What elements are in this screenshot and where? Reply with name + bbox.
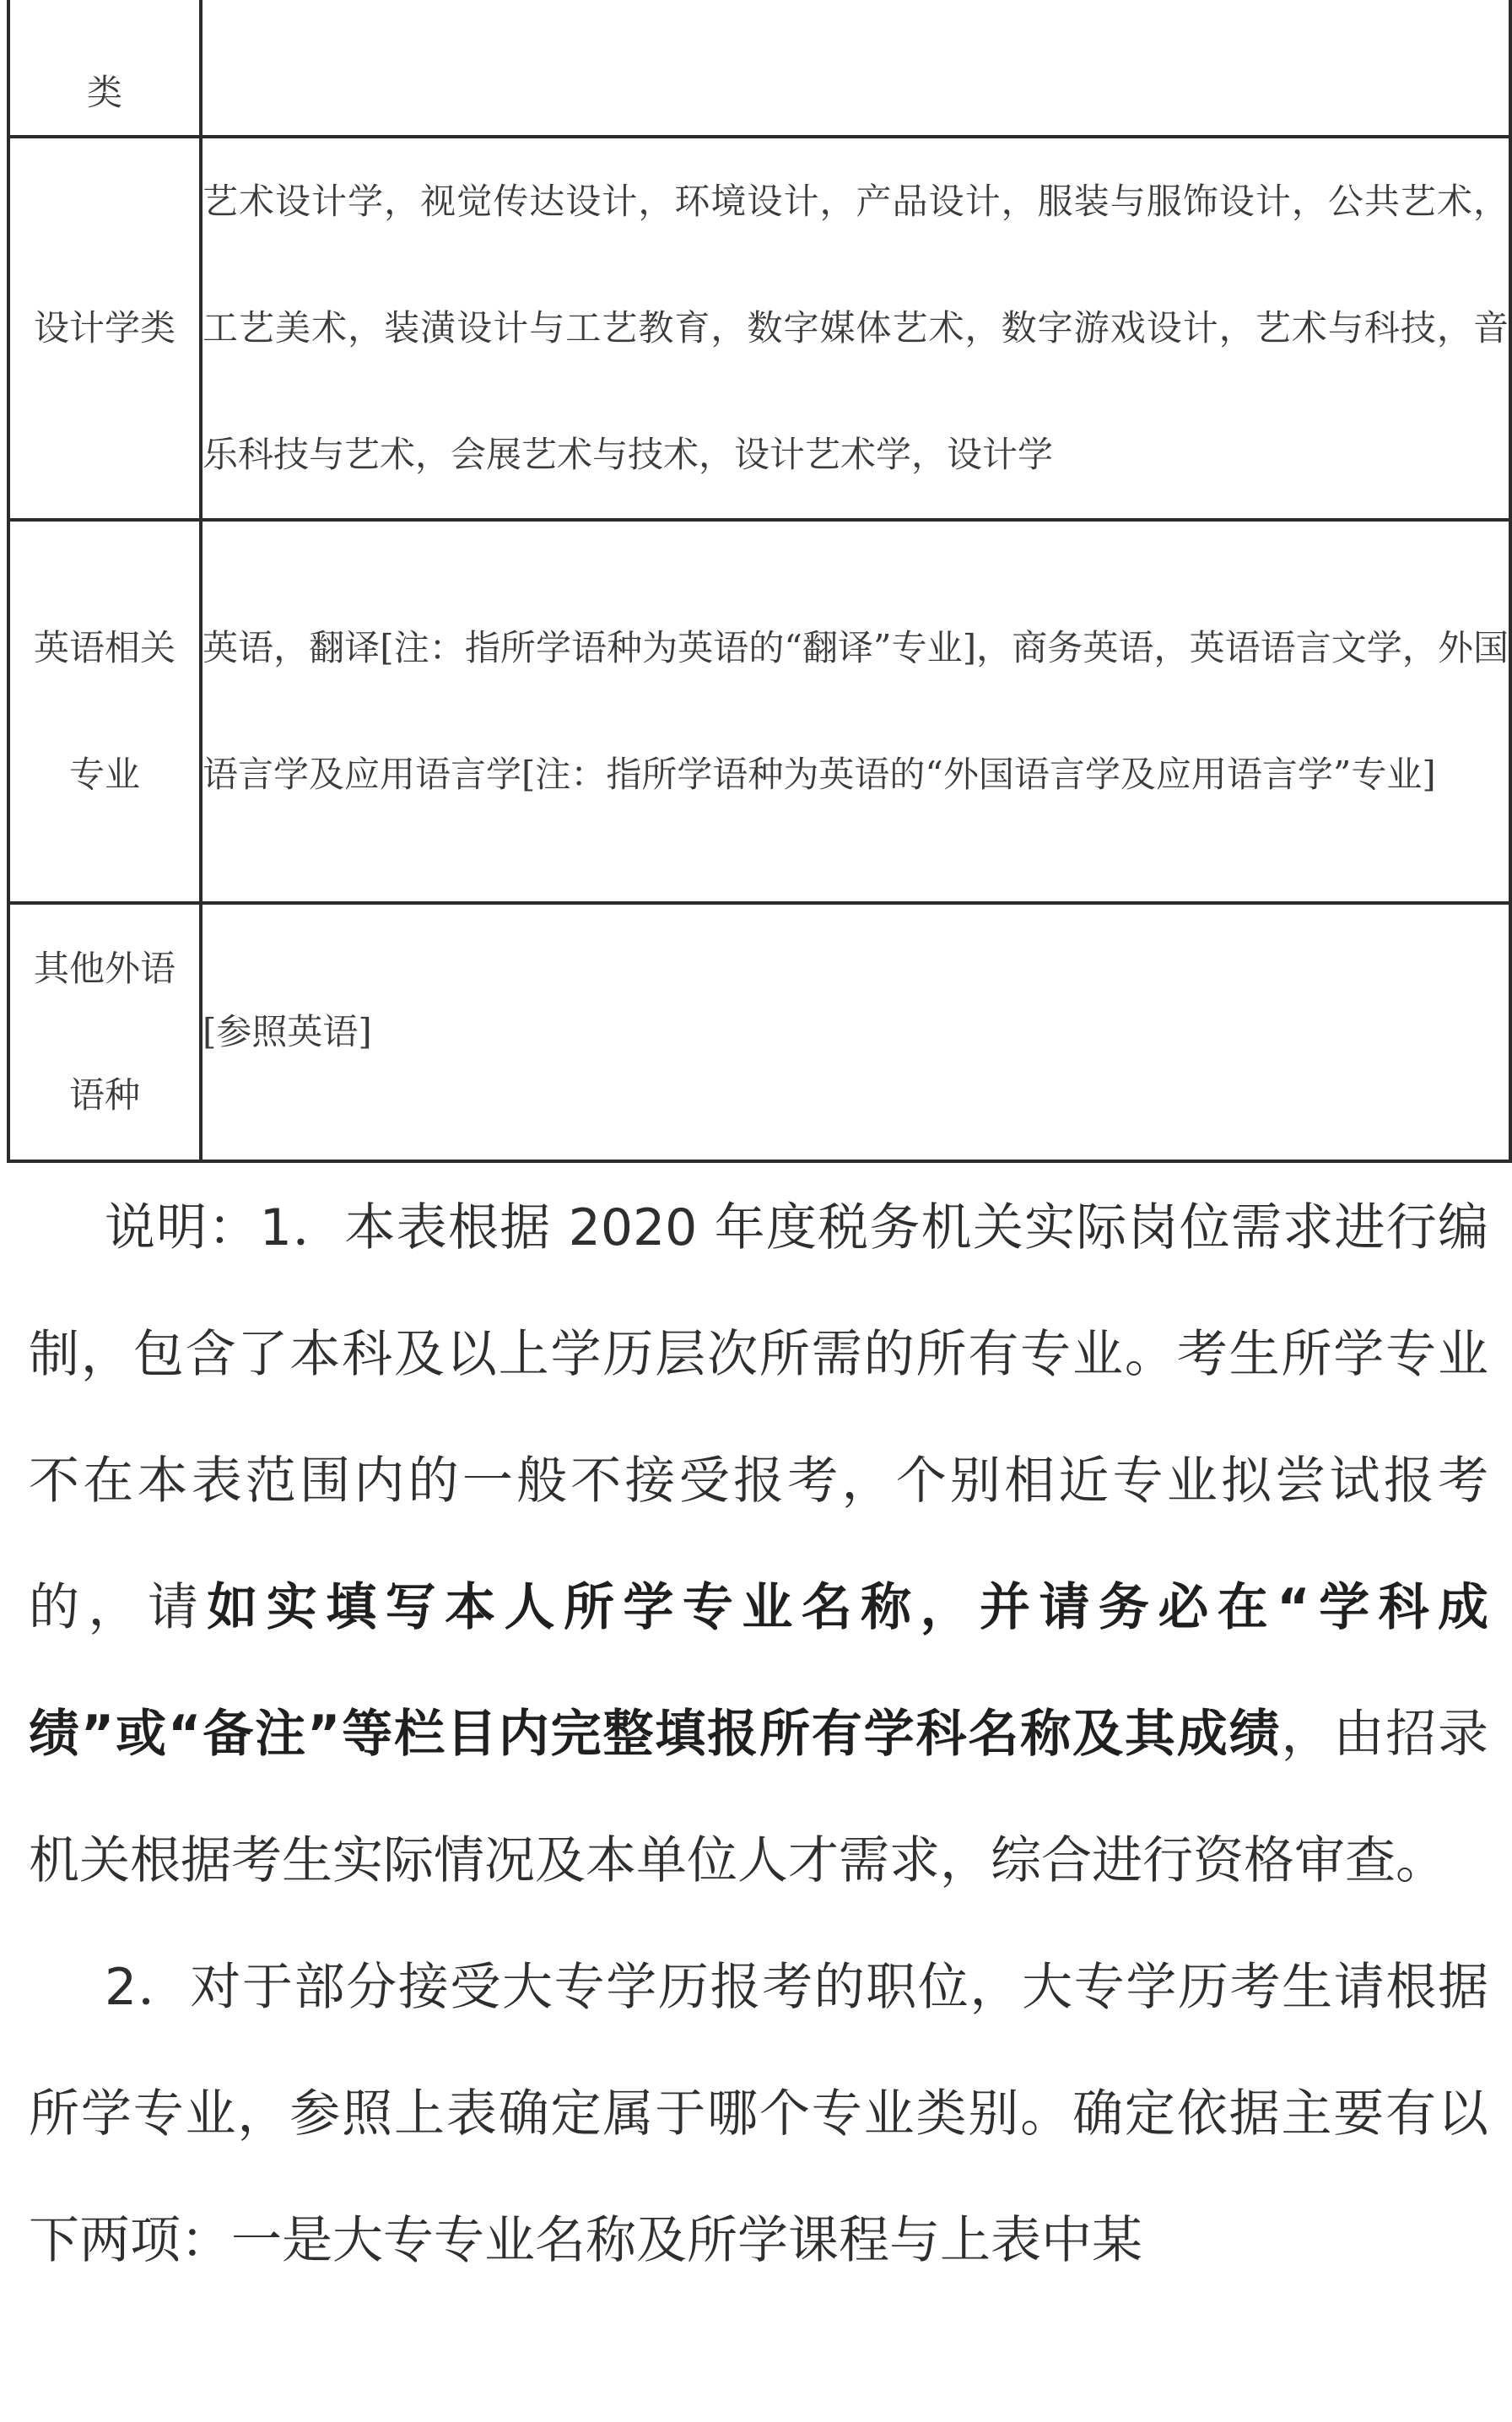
note-text: 说明：1．本表根据 2020 年度税务机关实际岗位需求进行编制，包含了本科及以上学历层次所需的所有专业。考生所学专业不在本表范围内的一般不接受报考，个别相近专业拟尝试报考的，请 xyxy=(29,1198,1488,1637)
note-text: 2．对于部分接受大专学历报考的职位，大专学历考生请根据所学专业，参照上表确定属于哪个专业类别。确定依据主要有以下两项：一是大专专业名称及所学课程与上表中某 xyxy=(29,1958,1488,2270)
table-row xyxy=(8,520,1510,903)
note-paragraph-2 xyxy=(29,1924,1488,2304)
table-row xyxy=(8,903,1510,1161)
majors-cell xyxy=(201,137,1510,520)
majors-cell xyxy=(201,520,1510,903)
note-emphasis: 如实填写本人所学专业名称，并请务必在“学科成绩”或“备注”等栏目内完整填报所有学科名称及其成绩 xyxy=(29,1578,1489,1764)
majors-cell xyxy=(201,0,1510,137)
category-cell xyxy=(8,0,201,137)
category-label: 设计学类 xyxy=(33,307,176,349)
category-label-line: 专业 xyxy=(68,754,140,795)
category-label-line: 其他外语 xyxy=(33,948,176,989)
table-row xyxy=(8,137,1510,520)
majors-table xyxy=(7,0,1512,1163)
category-label-line: 英语相关 xyxy=(33,627,176,668)
table-row xyxy=(8,0,1510,137)
category-cell xyxy=(8,903,201,1161)
majors-cell xyxy=(201,903,1510,1161)
category-label xyxy=(34,585,176,838)
majors-text: 艺术设计学，视觉传达设计，环境设计，产品设计，服装与服饰设计，公共艺术，工艺美术，装潢设计与工艺教育，数字媒体艺术，数字游戏设计，艺术与科技，音乐科技与艺术，会展艺术与技术，设计艺术学，设计学 xyxy=(202,181,1509,475)
notes-section xyxy=(29,1165,1488,2304)
category-cell xyxy=(8,137,201,520)
note-text: ，由招录机关根据考生实际情况及本单位人才需求，综合进行资格审查。 xyxy=(29,1705,1488,1890)
note-paragraph-1 xyxy=(29,1165,1488,1924)
category-label: 类 xyxy=(86,72,122,113)
majors-text: [参照英语] xyxy=(202,1011,372,1052)
category-label xyxy=(34,906,176,1159)
category-cell xyxy=(8,520,201,903)
majors-text: 英语，翻译[注：指所学语种为英语的“翻译”专业]，商务英语，英语语言文学，外国语言学及应用语言学[注：指所学语种为英语的“外国语言学及应用语言学”专业] xyxy=(202,627,1509,795)
category-label-line: 语种 xyxy=(68,1074,140,1116)
